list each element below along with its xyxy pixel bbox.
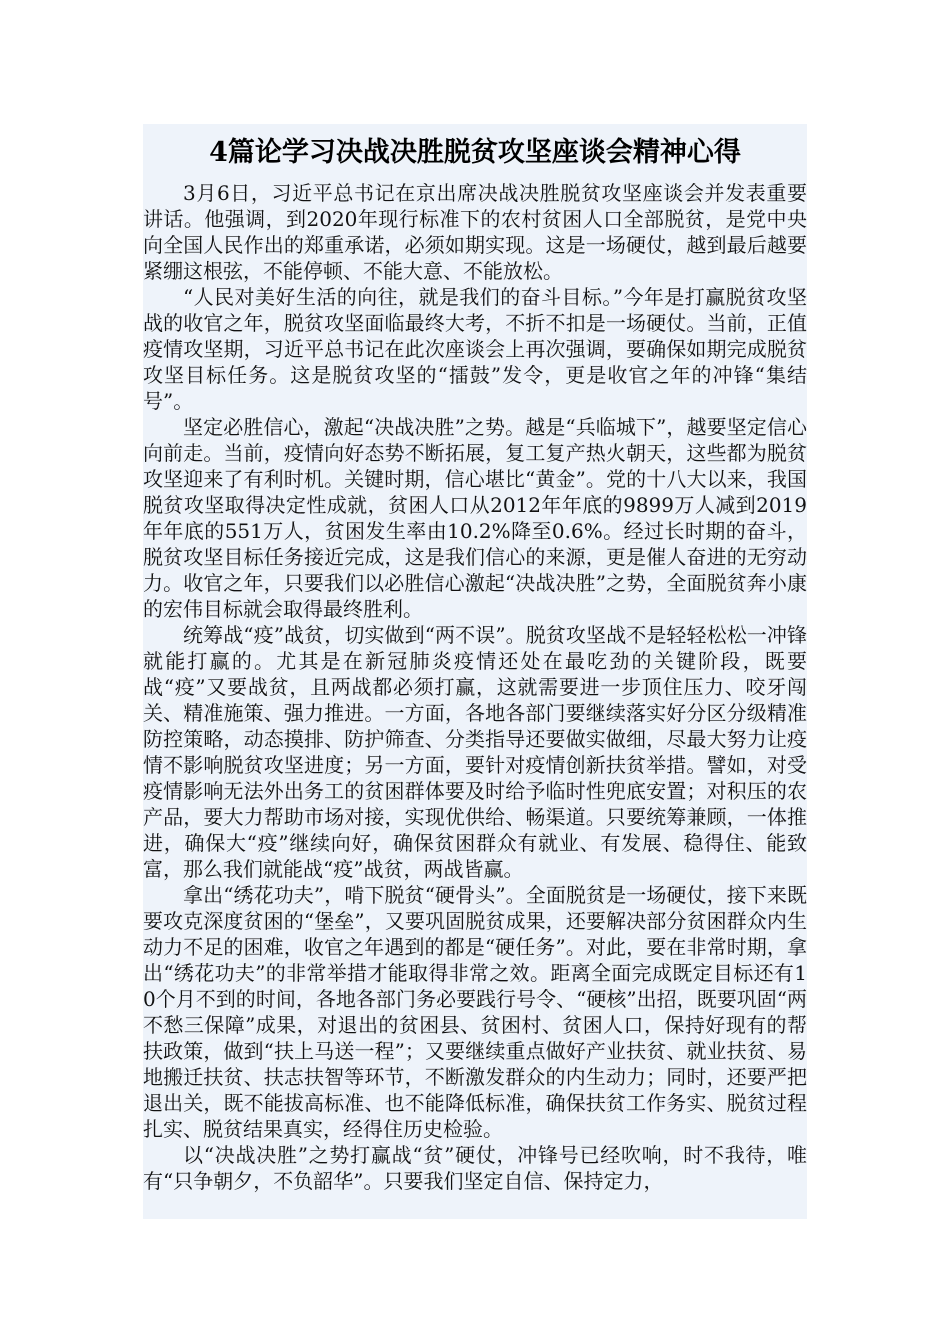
paragraph-2: “人民对美好生活的向往，就是我们的奋斗目标。”今年是打赢脱贫攻坚战的收官之年，脱贫攻坚面临最终大考，不折不扣是一场硬仗。当前，正值疫情攻坚期，习近平总书记在此次座谈会上再次强调，要确保如期完成脱贫攻坚目标任务。这是脱贫攻坚的“擂鼓”发令，更是收官之年的冲锋“集结号”。 (143, 285, 807, 413)
paragraph-6: 以“决战决胜”之势打赢战“贫”硬仗，冲锋号已经吹响，时不我待，唯有“只争朝夕，不负韶华”。只要我们坚定自信、保持定力， (143, 1143, 807, 1193)
paragraph-3: 坚定必胜信心，激起“决战决胜”之势。越是“兵临城下”，越要坚定信心向前走。当前，疫情向好态势不断拓展，复工复产热火朝天，这些都为脱贫攻坚迎来了有利时机。关键时期，信心堪比“黄金”。党的十八大以来，我国脱贫攻坚取得决定性成就，贫困人口从2012年年底的9899万人减到2019年年底的551万人，贫困发生率由10.2%降至0.6%。经过长时期的奋斗，脱贫攻坚目标任务接近完成，这是我们信心的来源，更是催人奋进的无穷动力。收官之年，只要我们以必胜信心激起“决战决胜”之势，全面脱贫奔小康的宏伟目标就会取得最终胜利。 (143, 415, 807, 621)
document-title: 4篇论学习决战决胜脱贫攻坚座谈会精神心得 (209, 137, 741, 168)
document-page (143, 124, 807, 1219)
paragraph-4: 统筹战“疫”战贫，切实做到“两不误”。脱贫攻坚战不是轻轻松松一冲锋就能打赢的。尤其是在新冠肺炎疫情还处在最吃劲的关键阶段，既要战“疫”又要战贫，且两战都必须打赢，这就需要进一步顶住压力、咬牙闯关、精准施策、强力推进。一方面，各地各部门要继续落实好分区分级精准防控策略，动态摸排、防护筛查、分类指导还要做实做细，尽最大努力让疫情不影响脱贫攻坚进度；另一方面，要针对疫情创新扶贫举措。譬如，对受疫情影响无法外出务工的贫困群体要及时给予临时性兜底安置；对积压的农产品，要大力帮助市场对接，实现优供给、畅渠道。只要统筹兼顾，一体推进，确保大“疫”继续向好，确保贫困群众有就业、有发展、稳得住、能致富，那么我们就能战“疫”战贫，两战皆赢。 (143, 623, 807, 881)
paragraph-1: 3月6日，习近平总书记在京出席决战决胜脱贫攻坚座谈会并发表重要讲话。他强调，到2020年现行标准下的农村贫困人口全部脱贫，是党中央向全国人民作出的郑重承诺，必须如期实现。这是一场硬仗，越到最后越要紧绷这根弦，不能停顿、不能大意、不能放松。 (143, 181, 807, 283)
paragraph-5: 拿出“绣花功夫”，啃下脱贫“硬骨头”。全面脱贫是一场硬仗，接下来既要攻克深度贫困的“堡垒”，又要巩固脱贫成果，还要解决部分贫困群众内生动力不足的困难，收官之年遇到的都是“硬任务”。对此，要在非常时期，拿出“绣花功夫”的非常举措才能取得非常之效。距离全面完成既定目标还有10个月不到的时间，各地各部门务必要践行号令、“硬核”出招，既要巩固“两不愁三保障”成果，对退出的贫困县、贫困村、贫困人口，保持好现有的帮扶政策，做到“扶上马送一程”；又要继续重点做好产业扶贫、就业扶贫、易地搬迁扶贫、扶志扶智等环节，不断激发群众的内生动力；同时，还要严把退出关，既不能拔高标准、也不能降低标准，确保扶贫工作务实、脱贫过程扎实、脱贫结果真实，经得住历史检验。 (143, 883, 807, 1141)
